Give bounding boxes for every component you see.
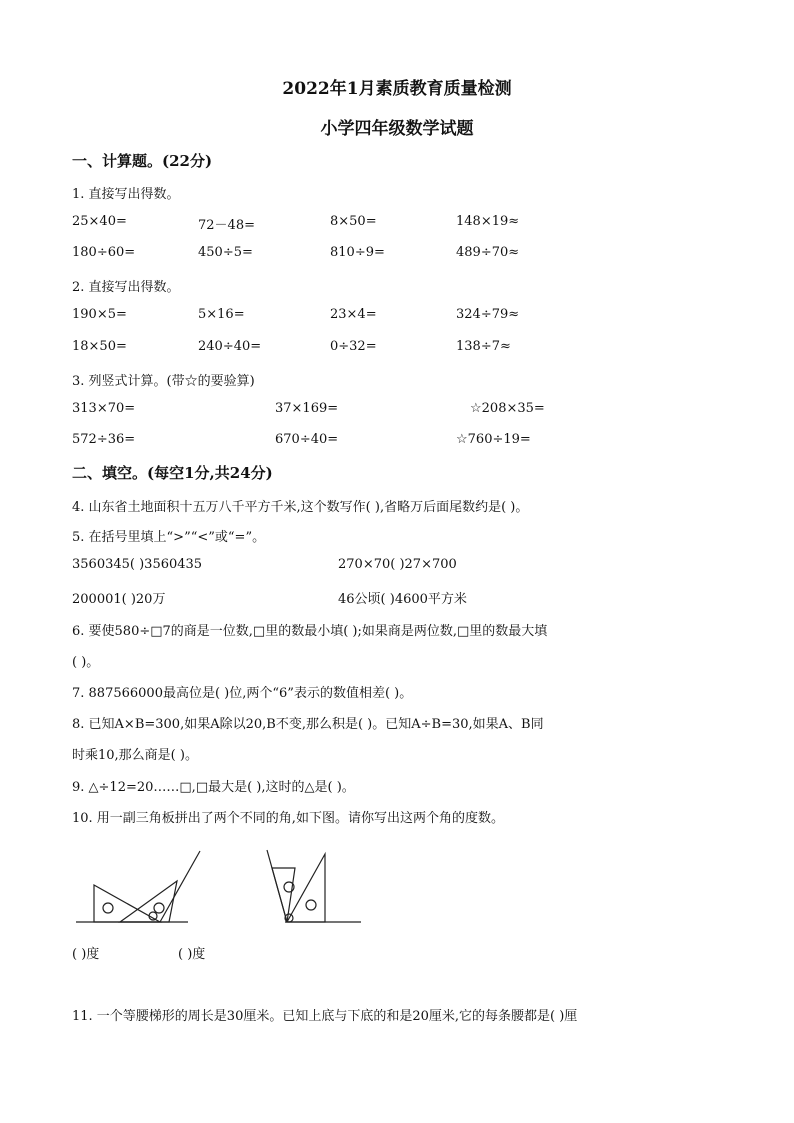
calc-item: 25×40= — [72, 214, 127, 229]
calc-item: 670÷40= — [275, 432, 339, 447]
triangle-figure-2 — [265, 848, 375, 928]
section-2-heading: 二、填空。(每空1分,共24分) — [72, 464, 273, 482]
page-title: 2022年1月素质教育质量检测 — [282, 79, 512, 99]
calc-item: 324÷79≈ — [456, 307, 520, 322]
question-9: 9. △÷12=20……□,□最大是( ),这时的△是( )。 — [72, 780, 355, 795]
question-5-label: 5. 在括号里填上“>”“<”或“=”。 — [72, 530, 266, 545]
hole — [103, 903, 113, 913]
compare-item: 3560345( )3560435 — [72, 557, 203, 572]
section-1-heading: 一、计算题。(22分) — [72, 152, 213, 170]
calc-item: 180÷60= — [72, 245, 136, 260]
calc-item: 313×70= — [72, 401, 136, 416]
calc-item: 190×5= — [72, 307, 127, 322]
figure-2-answer: ( )度 — [178, 947, 206, 962]
hole — [306, 900, 316, 910]
calc-item: 37×169= — [275, 401, 339, 416]
calc-item: 23×4= — [330, 307, 377, 322]
calc-item: 138÷7≈ — [456, 339, 511, 354]
question-6-line-2: ( )。 — [72, 655, 100, 670]
compare-item: 270×70( )27×700 — [338, 557, 457, 572]
calc-item: 5×16= — [198, 307, 245, 322]
angle-ray — [160, 851, 200, 922]
calc-item: 450÷5= — [198, 245, 253, 260]
question-7: 7. 887566000最高位是( )位,两个“6”表示的数值相差( )。 — [72, 686, 413, 701]
question-3-label: 3. 列竖式计算。(带☆的要验算) — [72, 374, 255, 389]
calc-item: 810÷9= — [330, 245, 385, 260]
page-subtitle: 小学四年级数学试题 — [320, 119, 474, 139]
compare-item: 46公顷( )4600平方米 — [338, 592, 467, 607]
calc-item: 240÷40= — [198, 339, 262, 354]
question-2-label: 2. 直接写出得数。 — [72, 280, 180, 295]
question-6-line-1: 6. 要使580÷□7的商是一位数,□里的数最小填( );如果商是两位数,□里的数最大填 — [72, 624, 548, 639]
calc-item: ☆208×35= — [470, 401, 545, 416]
calc-item: 8×50= — [330, 214, 377, 229]
triangle-figure-1 — [76, 848, 216, 928]
calc-item: ☆760÷19= — [456, 432, 531, 447]
calc-item: 18×50= — [72, 339, 127, 354]
calc-item: 148×19≈ — [456, 214, 520, 229]
set-square — [287, 854, 325, 922]
hole — [154, 903, 164, 913]
question-11: 11. 一个等腰梯形的周长是30厘米。已知上底与下底的和是20厘米,它的每条腰都是( )厘 — [72, 1009, 578, 1024]
question-1-label: 1. 直接写出得数。 — [72, 187, 180, 202]
question-4: 4. 山东省土地面积十五万八千平方千米,这个数写作( ),省略万后面尾数约是( )。 — [72, 500, 529, 515]
calc-item: 489÷70≈ — [456, 245, 520, 260]
calc-item: 72－48= — [198, 218, 255, 233]
figure-1-answer: ( )度 — [72, 947, 100, 962]
question-8-line-1: 8. 已知A×B=300,如果A除以20,B不变,那么积是( )。已知A÷B=30,如果A、B同 — [72, 717, 544, 732]
question-8-line-2: 时乘10,那么商是( )。 — [72, 748, 198, 763]
calc-item: 572÷36= — [72, 432, 136, 447]
question-10-label: 10. 用一副三角板拼出了两个不同的角,如下图。请你写出这两个角的度数。 — [72, 811, 504, 826]
compare-item: 200001( )20万 — [72, 592, 166, 607]
calc-item: 0÷32= — [330, 339, 377, 354]
